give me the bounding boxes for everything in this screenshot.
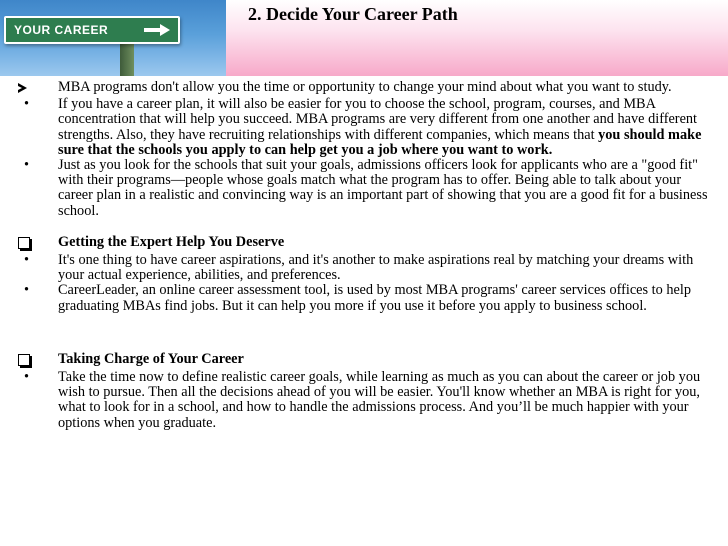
section-heading	[18, 235, 708, 253]
arrow-bullet-icon	[18, 80, 58, 97]
header-photo	[0, 0, 226, 76]
list-item	[18, 370, 708, 431]
arrow-right-icon	[144, 24, 170, 36]
section1-item2	[58, 97, 708, 158]
section-heading	[18, 352, 708, 370]
page-title: 2. Decide Your Career Path	[248, 4, 458, 24]
career-road-sign	[4, 16, 180, 44]
section2-heading: Getting the Expert Help You Deserve	[58, 233, 285, 250]
section1-item2-text: If you have a career plan, it will also be easier for you to choose the school, program, courses, and MBA concentration that will help you succeed. MBA programs are very different from one another and have different strengths. Also, they have recruiting relationships with different companies, which means that	[58, 96, 698, 143]
sign-text: YOUR CAREER	[14, 23, 109, 37]
section1-item2-emphasis: you should make sure that the schools you apply to can help get you a job where you want to work.	[58, 126, 702, 158]
section1-item3: Just as you look for the schools that suit your goals, admissions officers look for applicants who are a "good fit" with their programs—people whose goals match what the program has to offer. Being able to talk about your career plan in a realistic and convincing way is an important part of showing that you are a good fit for a business school.	[58, 157, 708, 219]
checkbox-bullet-icon	[18, 235, 58, 253]
list-item	[18, 253, 708, 283]
slide-content	[18, 80, 708, 431]
checkbox-bullet-icon	[18, 352, 58, 370]
list-item	[18, 283, 708, 313]
bullet-icon: •	[24, 369, 30, 386]
section1-item1: MBA programs don't allow you the time or opportunity to change your mind about what you want to study.	[58, 79, 672, 95]
bullet-icon: •	[24, 96, 30, 113]
section3-heading: Taking Charge of Your Career	[58, 350, 244, 367]
bullet-icon: •	[24, 282, 30, 299]
bullet-icon: •	[24, 157, 30, 174]
section3-item1: Take the time now to define realistic career goals, while learning as much as you can about the career or job you wish to pursue. Then all the decisions ahead of you will be easier. You'll know whether an MBA is right for you, what to look for in a school, and how to handle the admissions process. And you’ll be much happier with your options when you graduate.	[58, 369, 701, 431]
section2-item1: It's one thing to have career aspirations, and it's another to make aspirations real by matching your dreams with your actual experience, abilities, and preferences.	[58, 252, 694, 284]
bullet-icon: •	[24, 252, 30, 269]
list-item	[18, 158, 708, 219]
list-item	[18, 80, 708, 97]
title-bar	[226, 0, 728, 76]
list-item	[18, 97, 708, 158]
section2-item2: CareerLeader, an online career assessment tool, is used by most MBA programs' career services offices to help graduating MBAs find jobs. But it can help you more if you use it before you apply to business school.	[58, 282, 691, 314]
